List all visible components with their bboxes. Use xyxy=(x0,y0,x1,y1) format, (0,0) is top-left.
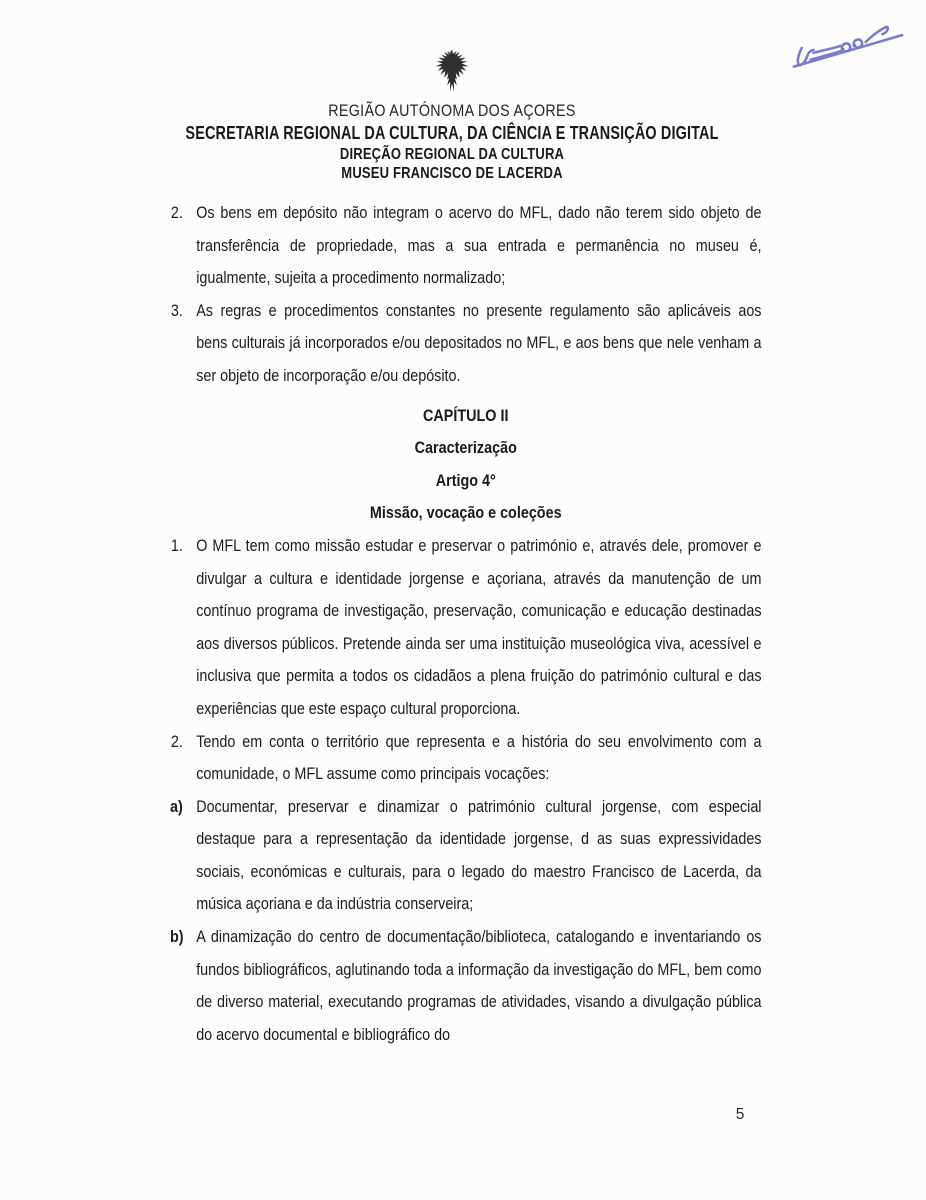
list-item-text: Documentar, preservar e dinamizar o património cultural jorgense, com especial destaque para a representação da identidade jorgense, d as suas expressividades sociais, económicas e culturais, para o legado do maestro Francisco de Lacerda, da música açoriana e da indústria conserveira; xyxy=(196,796,762,914)
numbered-item-1 xyxy=(170,530,762,726)
list-item-text: Os bens em depósito não integram o acervo do MFL, dado não terem sido objeto de transferência de propriedade, mas a sua entrada e permanência no museu é, igualmente, sujeita a procedimento normalizado; xyxy=(196,203,762,288)
article-heading: Artigo 4° xyxy=(435,470,496,490)
list-marker: 1. xyxy=(170,535,183,555)
chapter-subtitle: Caracterização xyxy=(414,438,517,458)
lettered-item-b xyxy=(170,921,762,1051)
article-subtitle: Missão, vocação e coleções xyxy=(369,503,562,523)
numbered-item-2 xyxy=(170,726,762,791)
list-marker: b) xyxy=(170,927,184,947)
section-headings xyxy=(170,400,762,530)
org-museu-title: MUSEU FRANCISCO DE LACERDA xyxy=(341,165,563,182)
org-secretaria-title: SECRETARIA REGIONAL DA CULTURA, DA CIÊNCIA E TRANSIÇÃO DIGITAL xyxy=(185,123,719,143)
lettered-item-a xyxy=(170,791,762,921)
list-item-3 xyxy=(170,295,762,393)
list-item-text: O MFL tem como missão estudar e preservar o património e, através dele, promover e divulgar a cultura e identidade jorgense e açoriana, através da manutenção de um contínuo programa de investigação, preservação, comunicação e educação destinadas aos diversos públicos. Pretende ainda ser uma instituição museológica viva, acessível e inclusiva que permita a todos os cidadãos a plena fruição do património cultural e das experiências que este espaço cultural proporciona. xyxy=(196,535,762,718)
list-marker: 2. xyxy=(170,203,183,222)
document-body xyxy=(170,197,762,1051)
list-item-2 xyxy=(170,197,762,295)
chapter-heading: CAPÍTULO II xyxy=(423,405,509,425)
azores-eagle-emblem-icon xyxy=(0,48,904,98)
list-item-text: As regras e procedimentos constantes no presente regulamento são aplicáveis aos bens culturais já incorporados e/ou depositados no MFL, e aos bens que nele venham a ser objeto de incorporação e/ou depósito. xyxy=(196,300,762,385)
list-marker: a) xyxy=(170,796,183,816)
list-marker: 3. xyxy=(170,300,183,320)
org-direcao-title: DIREÇÃO REGIONAL DA CULTURA xyxy=(339,146,565,163)
page-number: 5 xyxy=(735,1106,745,1123)
list-marker: 2. xyxy=(170,731,183,751)
letterhead xyxy=(0,48,904,183)
list-item-text: A dinamização do centro de documentação/biblioteca, catalogando e inventariando os fundos bibliográficos, aglutinando toda a informação da investigação do MFL, bem como de diverso material, executando programas de atividades, visando a divulgação pública do acervo documental e bibliográfico do xyxy=(196,927,762,1044)
list-item-text: Tendo em conta o território que representa e a história do seu envolvimento com a comunidade, o MFL assume como principais vocações: xyxy=(196,731,762,784)
org-region-title: REGIÃO AUTÓNOMA DOS AÇORES xyxy=(328,101,576,120)
